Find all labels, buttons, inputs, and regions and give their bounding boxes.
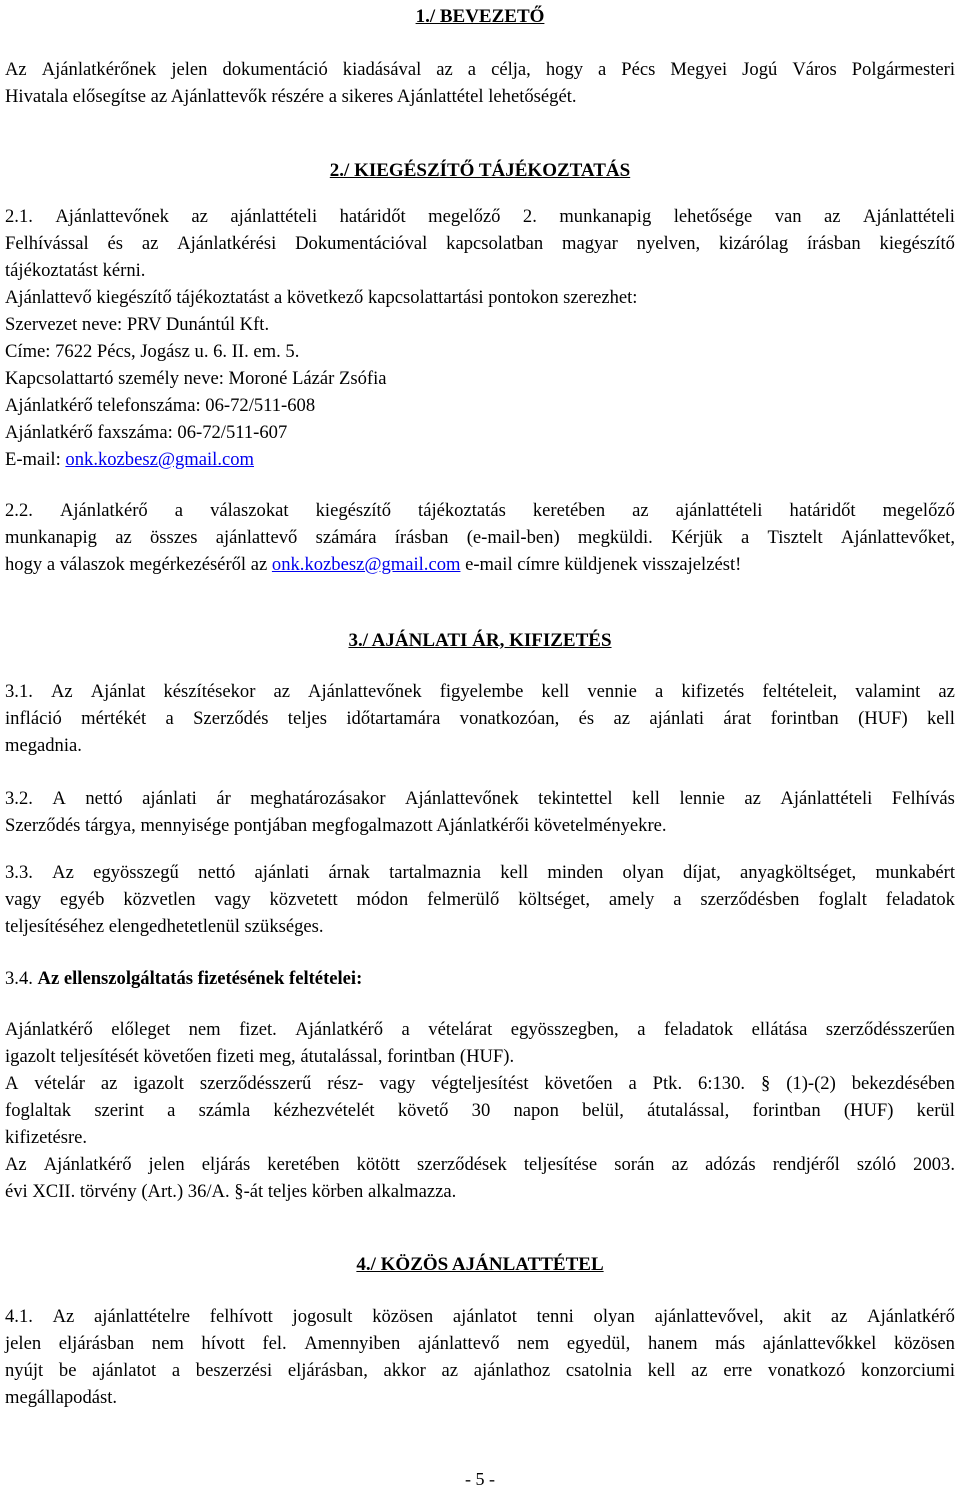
email-link[interactable]: onk.kozbesz@gmail.com [65,449,254,470]
word: megküldi. [577,527,653,548]
payment-line-3 [5,1071,955,1097]
word: az [191,206,208,227]
word: kötött [356,1154,400,1175]
word: 3.2. [5,788,33,809]
para-3-4-number: 3.4. [5,968,38,989]
word: Az [52,1306,75,1327]
word: nettó [198,862,236,883]
word: feltételeit, [762,681,838,702]
word: kizárólag [718,233,789,254]
word: időtartamára [346,708,441,729]
word: Ajánlattevőnek [55,206,169,227]
para-3-2-line-1 [5,786,955,812]
word: kerül [916,1100,955,1121]
intro-line-2: Hivatala elősegítse az Ajánlattevők részére a sikeres Ajánlattétel lehetőségét. [5,86,577,107]
word: egyösszegű [93,862,179,883]
word: forintban [770,708,839,729]
word: Ajánlatkérési [177,233,277,254]
word: (HUF) [858,708,908,729]
word: napon [513,1100,559,1121]
word: 3.1. [5,681,33,702]
word: az [744,788,761,809]
payment-line-4 [5,1098,955,1124]
word: lennie [679,788,725,809]
word: § [760,1073,771,1094]
word: eljárás [201,1154,251,1175]
para-4-1-line-4: megállapodást. [5,1387,118,1408]
word: ajánlattevő [417,1333,500,1354]
word: tenni [536,1306,574,1327]
word: egyéb [60,889,105,910]
word: infláció [5,708,62,729]
word: Ajánlattételi [780,788,873,809]
word: más [715,1333,746,1354]
word: be [58,1360,77,1381]
intro-line-1 [5,57,955,83]
word: hogy [545,59,583,80]
word: közvetett [269,889,338,910]
word: az [632,500,649,521]
word: (e-mail-ben) [466,527,560,548]
word: egyedül, [566,1333,631,1354]
word: ajánlati [649,708,705,729]
payment-line-5: kifizetésre. [5,1127,88,1148]
word: munkanapig [5,527,97,548]
word: nem [517,1333,550,1354]
word: ajánlattevő [215,527,298,548]
para-3-4-title: Az ellenszolgáltatás fizetésének feltételei: [37,968,363,989]
fax-number: Ajánlatkérő faxszáma: 06-72/511-607 [5,422,288,443]
word: Felhívással [5,233,89,254]
word: akit [783,1306,812,1327]
word: számla [198,1100,251,1121]
word: az [691,1360,708,1381]
word: Megyei [670,59,728,80]
section-3-heading: 3./ AJÁNLATI ÁR, KIFIZETÉS [348,630,612,651]
word: felhívott [209,1306,273,1327]
word: jelen [5,1333,42,1354]
word: igazolt [133,1073,184,1094]
word: Az [52,862,74,883]
word: kell [647,1360,676,1381]
word: az [824,206,841,227]
word: mértékét [81,708,147,729]
word: módon [356,889,409,910]
word: nyelven, [636,233,701,254]
word: konzorciumi [861,1360,955,1381]
word: az [115,527,132,548]
word: 6:130. [698,1073,746,1094]
para-2-2-text-end: e-mail címre küldjenek visszajelzést! [460,554,742,575]
word: végteljesítést [431,1073,529,1094]
word: vételár [34,1073,85,1094]
word: szerződések [416,1154,507,1175]
para-3-1-line-3: megadnia. [5,735,82,756]
word: határidőt [789,500,856,521]
word: foglaltak [5,1100,72,1121]
word: rész- [327,1073,364,1094]
payment-line-6 [5,1152,955,1178]
payment-line-2: igazolt teljesítését követően fizeti meg, átutalással, forintban (HUF). [5,1046,515,1067]
word: Jogú [742,59,778,80]
word: az [671,1154,689,1175]
email-link-2[interactable]: onk.kozbesz@gmail.com [271,554,461,575]
word: 4.1. [5,1306,33,1327]
para-3-1-line-2 [5,706,955,732]
phone-number: Ajánlatkérő telefonszáma: 06-72/511-608 [5,395,316,416]
word: szerint [94,1100,144,1121]
word: az [436,59,453,80]
word: Az [5,1154,27,1175]
word: tekintettel [538,788,613,809]
word: 2. [522,206,537,227]
word: kiegészítő [315,500,391,521]
word: hívott [201,1333,245,1354]
word: eljárásban [58,1333,135,1354]
word: az [830,1306,848,1327]
word: közvetlen [123,889,196,910]
word: (HUF) [843,1100,894,1121]
word: díjat, [683,862,721,883]
word: olyan [593,1306,635,1327]
word: Ajánlatkérő [43,1154,132,1175]
word: ajánlathoz [473,1360,551,1381]
payment-line-1 [5,1017,955,1043]
word: magyar [562,233,618,254]
para-3-3-line-2 [5,887,955,913]
word: feladatok [885,889,955,910]
word: hanem [647,1333,698,1354]
word: a [167,1100,176,1121]
word: ajánlattételre [94,1306,191,1327]
word: Kérjük [671,527,723,548]
word: feladatok [663,1019,734,1040]
word: nem [151,1333,184,1354]
organization-address: Címe: 7622 Pécs, Jogász u. 6. II. em. 5. [5,341,300,362]
word: valamint [855,681,921,702]
para-2-2-text: hogy a válaszok megérkezéséről az [5,554,272,575]
word: az [100,1073,118,1094]
word: lehetősége [673,206,753,227]
word: kapcsolatban [446,233,544,254]
word: munkanapig [559,206,652,227]
word: dokumentáció [222,59,328,80]
word: előleget [111,1019,171,1040]
word: ajánlatot [452,1306,517,1327]
word: ajánlattételi [675,500,763,521]
word: amely [608,889,655,910]
word: szóló [856,1154,897,1175]
word: figyelembe [439,681,524,702]
word: Dokumentációval [295,233,428,254]
para-4-1-line-3 [5,1358,955,1384]
word: vételárat [428,1019,493,1040]
word: során [614,1154,655,1175]
word: közösen [372,1306,434,1327]
word: vonatkozó [767,1360,846,1381]
word: tartalmaznia [389,862,481,883]
word: válaszokat [210,500,289,521]
word: beszerzési [195,1360,273,1381]
word: Az [50,681,73,702]
word: a [165,708,174,729]
word: kézhezvételét [273,1100,375,1121]
word: kiegészítő [879,233,955,254]
word: (1)-(2) [786,1073,836,1094]
word: munkabért [875,862,955,883]
word: ajánlattételi [230,206,318,227]
word: Ptk. [652,1073,683,1094]
word: szerződésszerű [199,1073,312,1094]
word: A [52,788,66,809]
word: Ajánlattevőnek [308,681,422,702]
word: Ajánlatkérő [59,500,148,521]
word: írásban [394,527,449,548]
word: kell [632,788,660,809]
para-2-2-line-2 [5,525,955,551]
word: célja, [491,59,531,80]
word: megelőző [882,500,955,521]
word: vennie [587,681,637,702]
para-2-2-line-1 [5,498,955,524]
word: a [637,1019,646,1040]
word: az [938,681,955,702]
word: minden [547,862,604,883]
para-4-1-line-1 [5,1304,955,1330]
word: Ajánlatkérő [5,1019,93,1040]
word: Ajánlatkérő [295,1019,384,1040]
word: teljesítése [523,1154,598,1175]
word: erre [723,1360,753,1381]
word: Szerződés [193,708,269,729]
word: a [174,500,184,521]
word: szerződésben [700,889,800,910]
para-3-4-heading [5,966,955,992]
word: van [774,206,802,227]
word: vagy [5,889,42,910]
word: keretében [267,1154,340,1175]
word: csatolnia [565,1360,632,1381]
para-3-3-line-3: teljesítéséhez elengedhetetlenül szükséges. [5,916,324,937]
page-number: - 5 - [465,1469,495,1489]
word: nettó [85,788,123,809]
email-label: E-mail: [5,449,66,470]
word: egyösszegben, [510,1019,619,1040]
word: közösen [893,1333,955,1354]
word: összes [149,527,198,548]
word: vagy [379,1073,416,1094]
word: ajánlati [142,788,197,809]
word: követő [397,1100,449,1121]
email-line [5,447,955,473]
word: az [141,233,159,254]
word: készítésekor [163,681,256,702]
word: 2003. [913,1154,955,1175]
word: kifizetés [681,681,745,702]
word: teljes [287,708,328,729]
para-2-1-line-2 [5,231,955,257]
word: és [578,708,595,729]
word: forintban [752,1100,821,1121]
word: ajánlattevővel, [654,1306,764,1327]
word: Ajánlattételi [863,206,955,227]
word: ár [216,788,231,809]
section-4-heading: 4./ KÖZÖS AJÁNLATTÉTEL [356,1254,604,1275]
word: 2.2. [5,500,33,521]
word: szerződésszerűen [825,1019,955,1040]
section-1-heading: 1./ BEVEZETŐ [415,6,545,27]
word: rendjéről [772,1154,840,1175]
word: Ajánlattevőnek [405,788,519,809]
word: a [467,59,477,80]
word: határidőt [339,206,406,227]
word: a [401,1019,410,1040]
word: anyagköltséget, [740,862,857,883]
word: fizet. [239,1019,277,1040]
word: vonatkozóan, [459,708,560,729]
word: ajánlatot [92,1360,157,1381]
word: belül, [582,1100,624,1121]
word: ellátása [751,1019,808,1040]
para-4-1-line-2 [5,1331,955,1357]
word: jelen [148,1154,185,1175]
word: meghatározásakor [250,788,386,809]
word: vagy [214,889,251,910]
word: keretében [532,500,606,521]
section-2-heading: 2./ KIEGÉSZÍTŐ TÁJÉKOZTATÁS [329,160,631,181]
organization-name: Szervezet neve: PRV Dunántúl Kft. [5,314,270,335]
word: költséget, [518,889,590,910]
word: 2.1. [5,206,33,227]
word: és [107,233,123,254]
para-3-3-line-1 [5,860,955,886]
word: Ajánlatkérő [867,1306,955,1327]
word: kell [541,681,570,702]
word: adózás [705,1154,756,1175]
para-3-2-line-2: Szerződés tárgya, mennyisége pontjában megfogalmazott Ajánlatkérői követelményekre. [5,815,667,836]
word: kell [500,862,529,883]
para-2-1-line-3: tájékoztatást kérni. [5,260,146,281]
word: eljárásban, [287,1360,368,1381]
word: olyan [622,862,664,883]
word: jogosult [292,1306,353,1327]
word: Város [792,59,837,80]
word: követően [544,1073,613,1094]
word: a [628,1073,637,1094]
word: az [273,681,290,702]
word: Ajánlatkérőnek [41,59,157,80]
word: árat [723,708,752,729]
word: a [740,527,750,548]
word: akkor [383,1360,426,1381]
word: a [171,1360,181,1381]
word: Az [5,59,27,80]
word: Ajánlattevőket, [840,527,955,548]
word: írásban [807,233,861,254]
word: megelőző [428,206,501,227]
word: Polgármesteri [851,59,955,80]
word: Amennyiben [304,1333,401,1354]
word: Ajánlat [90,681,146,702]
word: jelen [171,59,208,80]
para-2-1-line-1 [5,204,955,230]
word: felmerülő [427,889,500,910]
word: 3.3. [5,862,33,883]
word: nyújt [5,1360,44,1381]
word: az [441,1360,459,1381]
word: kell [926,708,955,729]
para-2-2-line-3 [5,552,955,578]
word: ajánlattevőkkel [762,1333,877,1354]
word: számára [315,527,377,548]
word: átutalással, [647,1100,730,1121]
word: bekezdésében [851,1073,955,1094]
word: 30 [471,1100,491,1121]
word: foglalt [818,889,867,910]
word: kiadásával [342,59,422,80]
contact-intro: Ajánlattevő kiegészítő tájékoztatást a következő kapcsolattartási pontokon szerezhet: [5,287,638,308]
word: fel. [262,1333,287,1354]
word: nem [188,1019,221,1040]
payment-line-7: évi XCII. törvény (Art.) 36/A. §-át teljes körben alkalmazza. [5,1181,457,1202]
word: Pécs [621,59,656,80]
word: Felhívás [891,788,955,809]
word: A [5,1073,19,1094]
word: Tisztelt [767,527,823,548]
word: ajánlati [254,862,310,883]
contact-person: Kapcsolattartó személy neve: Moroné Lázár Zsófia [5,368,387,389]
word: árnak [328,862,370,883]
para-3-1-line-1 [5,679,955,705]
word: tájékoztatás [418,500,506,521]
word: a [654,681,664,702]
word: a [673,889,682,910]
word: a [598,59,607,80]
word: az [613,708,630,729]
